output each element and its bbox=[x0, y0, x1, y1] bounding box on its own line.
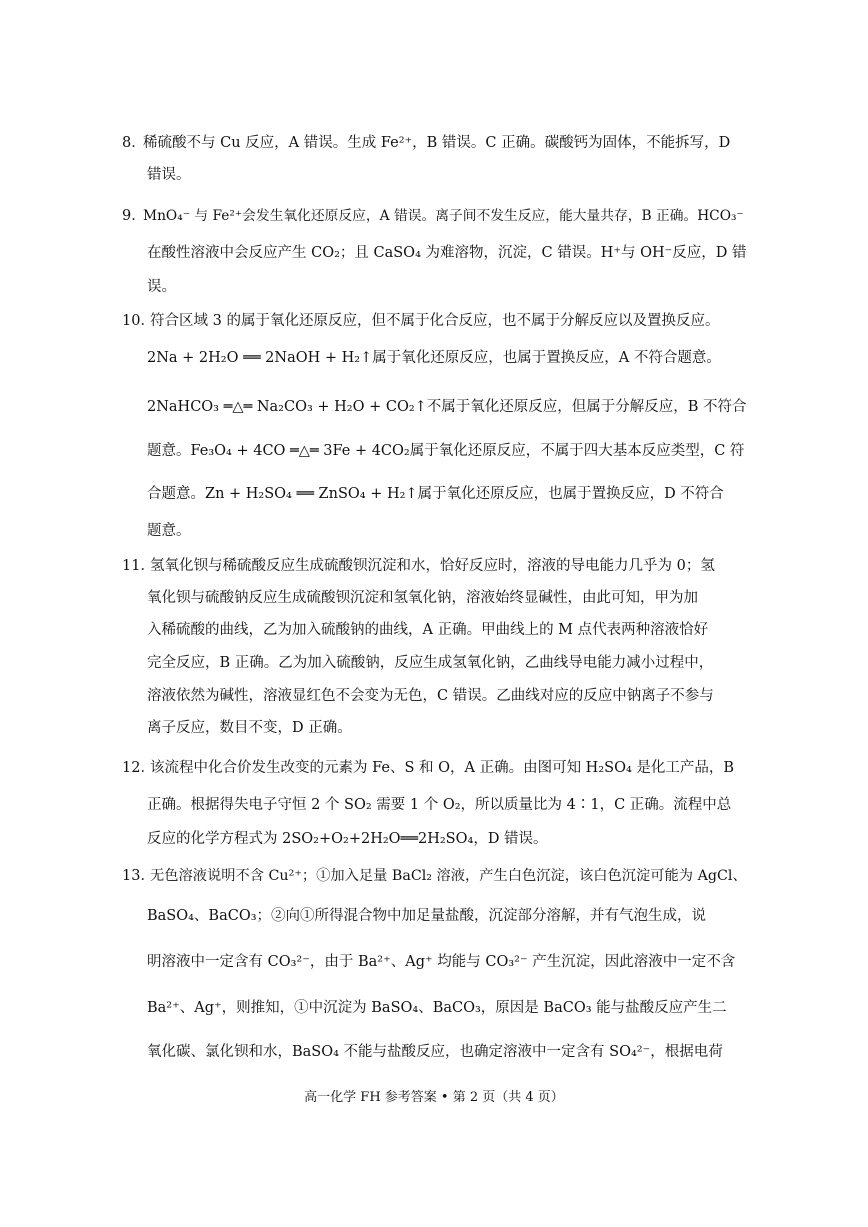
item-9-line: 误。 bbox=[147, 279, 176, 295]
item-13-line: 无色溶液说明不含 Cu²⁺；①加入足量 BaCl₂ 溶液，产生白色沉淀，该白色沉淀可能为 AgCl、 bbox=[150, 868, 747, 884]
item-13-line: Ba²⁺、Ag⁺，则推知，①中沉淀为 BaSO₄、BaCO₃，原因是 BaCO₃ 能与盐酸反应产生二 bbox=[147, 1000, 727, 1016]
item-11-line: 氢氧化钡与稀硫酸反应生成硫酸钡沉淀和水，恰好反应时，溶液的导电能力几乎为 0；氢 bbox=[150, 558, 715, 574]
page-footer: 高一化学 FH 参考答案 • 第 2 页（共 4 页） bbox=[304, 1090, 564, 1105]
item-11-line: 离子反应，数目不变，D 正确。 bbox=[147, 720, 352, 736]
item-11-line: 氧化钡与硫酸钠反应生成硫酸钡沉淀和氢氧化钠，溶液始终显碱性，由此可知，甲为加 bbox=[147, 590, 698, 606]
item-10-line: 2NaHCO₃ ═△═ Na₂CO₃ + H₂O + CO₂↑不属于氧化还原反应，但属于分解反应，B 不符合 bbox=[147, 399, 747, 415]
item-number-10: 10． bbox=[122, 313, 155, 329]
item-11-line: 完全反应，B 正确。乙为加入硫酸钠，反应生成氢氧化钠，乙曲线导电能力减小过程中， bbox=[147, 655, 714, 671]
item-10-line: 符合区域 3 的属于氧化还原反应，但不属于化合反应，也不属于分解反应以及置换反应。 bbox=[150, 313, 720, 329]
item-8-line: 错误。 bbox=[147, 167, 191, 183]
item-13-line: BaSO₄、BaCO₃；②向①所得混合物中加足量盐酸，沉淀部分溶解，并有气泡生成，说 bbox=[147, 908, 707, 924]
item-13-line: 氧化碳、氯化钡和水，BaSO₄ 不能与盐酸反应，也确定溶液中一定含有 SO₄²⁻，根据电荷 bbox=[147, 1044, 723, 1060]
item-12-line: 正确。根据得失电子守恒 2 个 SO₂ 需要 1 个 O₂，所以质量比为 4∶1，C 正确。流程中总 bbox=[147, 797, 732, 813]
item-number-13: 13． bbox=[122, 868, 155, 884]
item-8-line: 稀硫酸不与 Cu 反应，A 错误。生成 Fe²⁺，B 错误。C 正确。碳酸钙为固体，不能拆写，D bbox=[143, 135, 731, 151]
item-11-line: 溶液依然为碱性，溶液显红色不会变为无色，C 错误。乙曲线对应的反应中钠离子不参与 bbox=[147, 688, 714, 704]
item-13-line: 明溶液中一定含有 CO₃²⁻，由于 Ba²⁺、Ag⁺ 均能与 CO₃²⁻ 产生沉淀，因此溶液中一定不含 bbox=[147, 954, 736, 970]
item-number-9: 9． bbox=[122, 208, 146, 224]
item-number-12: 12． bbox=[122, 760, 155, 776]
item-12-line: 该流程中化合价发生改变的元素为 Fe、S 和 O，A 正确。由图可知 H₂SO₄ 是化工产品，B bbox=[150, 760, 735, 776]
item-10-line: 合题意。Zn + H₂SO₄ ══ ZnSO₄ + H₂↑属于氧化还原反应，也属于置换反应，D 不符合 bbox=[147, 486, 724, 502]
item-9-line: 在酸性溶液中会反应产生 CO₂；且 CaSO₄ 为难溶物，沉淀，C 错误。H⁺与 OH⁻反应，D 错 bbox=[147, 245, 747, 261]
item-10-line: 2Na + 2H₂O ══ 2NaOH + H₂↑属于氧化还原反应，也属于置换反应，A 不符合题意。 bbox=[147, 350, 721, 366]
item-12-line: 反应的化学方程式为 2SO₂+O₂+2H₂O══2H₂SO₄，D 错误。 bbox=[147, 831, 548, 847]
item-9-line: MnO₄⁻ 与 Fe²⁺会发生氧化还原反应，A 错误。离子间不发生反应，能大量共存，B 正确。HCO₃⁻ bbox=[143, 208, 744, 224]
item-10-line: 题意。 bbox=[147, 523, 191, 539]
item-11-line: 入稀硫酸的曲线，乙为加入硫酸钠的曲线，A 正确。甲曲线上的 M 点代表两种溶液恰好 bbox=[147, 622, 709, 638]
item-number-11: 11． bbox=[122, 558, 155, 574]
item-number-8: 8． bbox=[122, 135, 146, 151]
item-10-line: 题意。Fe₃O₄ + 4CO ═△═ 3Fe + 4CO₂属于氧化还原反应，不属于四大基本反应类型，C 符 bbox=[147, 443, 745, 459]
